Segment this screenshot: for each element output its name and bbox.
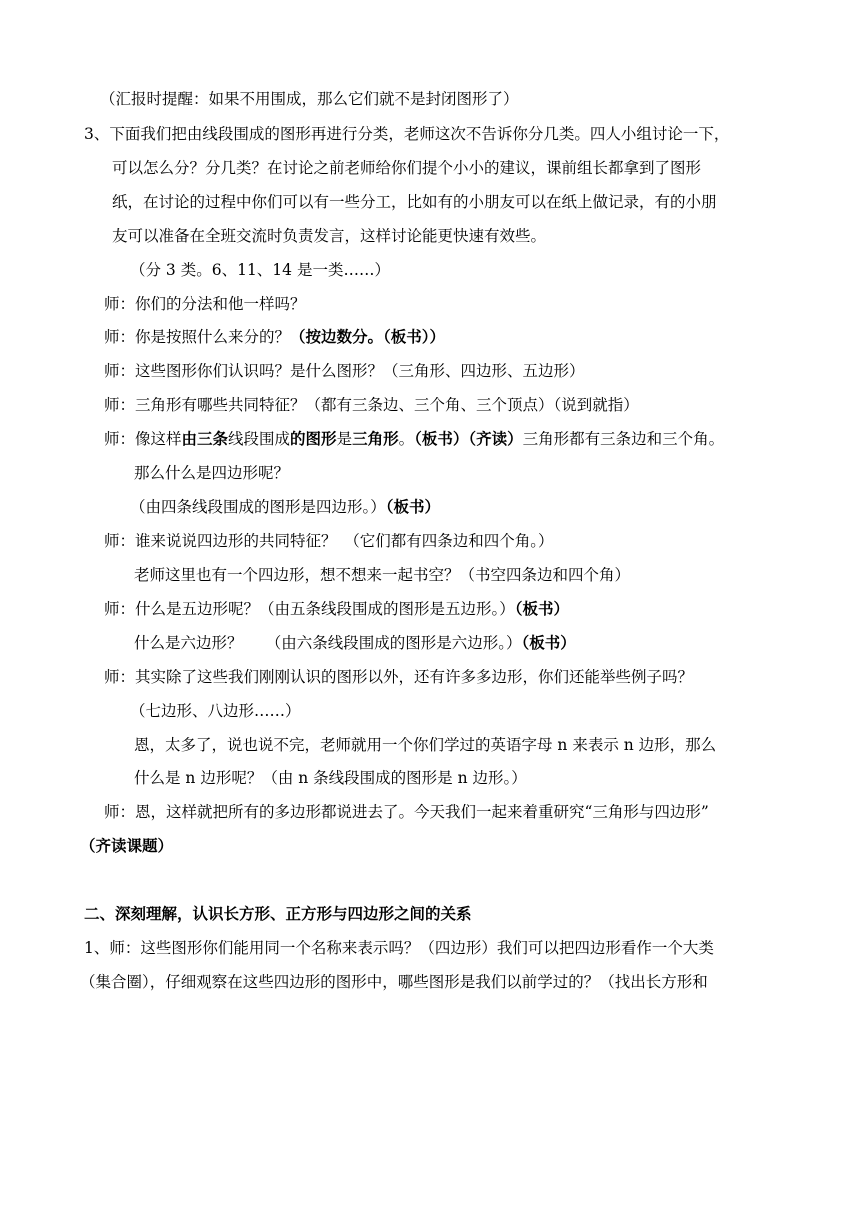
text-line xyxy=(84,124,729,144)
text-line xyxy=(104,667,693,687)
text-segment: 三角形 xyxy=(352,429,399,448)
text-segment: 师：其实除了这些我们刚刚认识的图形以外，还有许多多边形，你们还能举些例子吗？ xyxy=(104,668,694,686)
text-line xyxy=(130,701,301,721)
text-line xyxy=(112,158,701,178)
text-line xyxy=(134,735,716,755)
text-line xyxy=(104,395,639,415)
text-segment: 什么是六边形？ （由六条线段围成的图形是六边形。） xyxy=(134,634,522,652)
text-segment: 纸，在讨论的过程中你们可以有一些分工，比如有的小朋友可以在纸上做记录，有的小朋 xyxy=(112,193,717,211)
text-line xyxy=(80,836,173,856)
text-segment: 老师这里也有一个四边形，想不想来一起书空？（书空四条边和四个角） xyxy=(134,566,631,584)
text-line xyxy=(130,260,390,280)
text-line xyxy=(104,531,554,551)
section-heading xyxy=(84,904,472,924)
text-segment: 师：你是按照什么来分的？ xyxy=(104,328,291,346)
text-segment: 。 xyxy=(398,430,415,448)
text-segment: 师：这些图形你们认识吗？是什么图形？（三角形、四边形、五边形） xyxy=(104,362,585,380)
text-segment: 师：谁来说说四边形的共同特征？ （它们都有四条边和四个角。） xyxy=(104,532,554,550)
text-line xyxy=(104,802,709,822)
text-line xyxy=(104,327,445,347)
text-segment: （汇报时提醒：如果不用围成，那么它们就不是封闭图形了） xyxy=(100,90,519,108)
text-segment: 师：三角形有哪些共同特征？（都有三条边、三个角、三个顶点）（说到就指） xyxy=(104,396,639,414)
text-segment: 什么是 n 边形呢？（由 n 条线段围成的图形是 n 边形。） xyxy=(134,769,527,787)
text-segment: 师：像这样 xyxy=(104,430,182,448)
text-line xyxy=(80,972,708,992)
text-line xyxy=(134,633,576,653)
text-segment: 二、深刻理解，认识长方形、正方形与四边形之间的关系 xyxy=(84,904,472,923)
text-segment: 的图形 xyxy=(290,429,337,448)
text-segment: （板书） xyxy=(521,633,576,652)
text-line xyxy=(134,463,289,483)
text-segment: 恩，太多了，说也说不完，老师就用一个你们学过的英语字母 n 来表示 n 边形，那么 xyxy=(134,736,717,754)
text-segment: （按边数分。（板书）） xyxy=(290,327,446,346)
text-segment: （由四条线段围成的图形是四边形。） xyxy=(130,498,386,516)
text-segment: （板书） xyxy=(514,599,570,618)
text-segment: 三角形都有三条边和三个角。 xyxy=(522,430,725,448)
text-line xyxy=(84,938,714,958)
text-segment: （板书）（齐读） xyxy=(414,429,523,448)
text-segment: 那么什么是四边形呢？ xyxy=(134,464,290,482)
text-segment: （集合圈），仔细观察在这些四边形的图形中，哪些图形是我们以前学过的？（找出长方形和 xyxy=(80,973,708,991)
text-segment: 1、师：这些图形你们能用同一个名称来表示吗？（四边形）我们可以把四边形看作一个大类 xyxy=(84,939,714,957)
text-line xyxy=(130,497,440,517)
text-segment: 师：你们的分法和他一样吗？ xyxy=(104,295,306,313)
text-segment: （分 3 类。6、11、14 是一类……） xyxy=(130,261,390,279)
text-line xyxy=(100,89,519,109)
text-segment: 师：什么是五边形呢？（由五条线段围成的图形是五边形。） xyxy=(104,600,515,618)
text-segment: （七边形、八边形……） xyxy=(130,702,301,720)
text-line xyxy=(104,361,585,381)
text-line xyxy=(134,768,527,788)
text-line xyxy=(104,599,569,619)
text-segment: 友可以准备在全班交流时负责发言，这样讨论能更快速有效些。 xyxy=(112,227,547,245)
text-line xyxy=(104,294,306,314)
text-segment: 线段围成 xyxy=(228,430,291,448)
text-segment: 3、下面我们把由线段围成的图形再进行分类，老师这次不告诉你分几类。四人小组讨论一下， xyxy=(84,125,730,143)
text-segment: 师：恩，这样就把所有的多边形都说进去了。今天我们一起来着重研究“三角形与四边形” xyxy=(104,803,709,821)
text-line xyxy=(112,192,717,212)
text-segment: （齐读课题） xyxy=(80,836,174,855)
text-segment: 由三条 xyxy=(181,429,229,448)
text-segment: 是 xyxy=(336,430,353,448)
text-line xyxy=(112,226,546,246)
text-line xyxy=(104,429,724,449)
text-segment: 可以怎么分？分几类？在讨论之前老师给你们提个小小的建议，课前组长都拿到了图形 xyxy=(112,159,702,177)
text-line xyxy=(134,565,630,585)
text-segment: （板书） xyxy=(385,497,441,516)
